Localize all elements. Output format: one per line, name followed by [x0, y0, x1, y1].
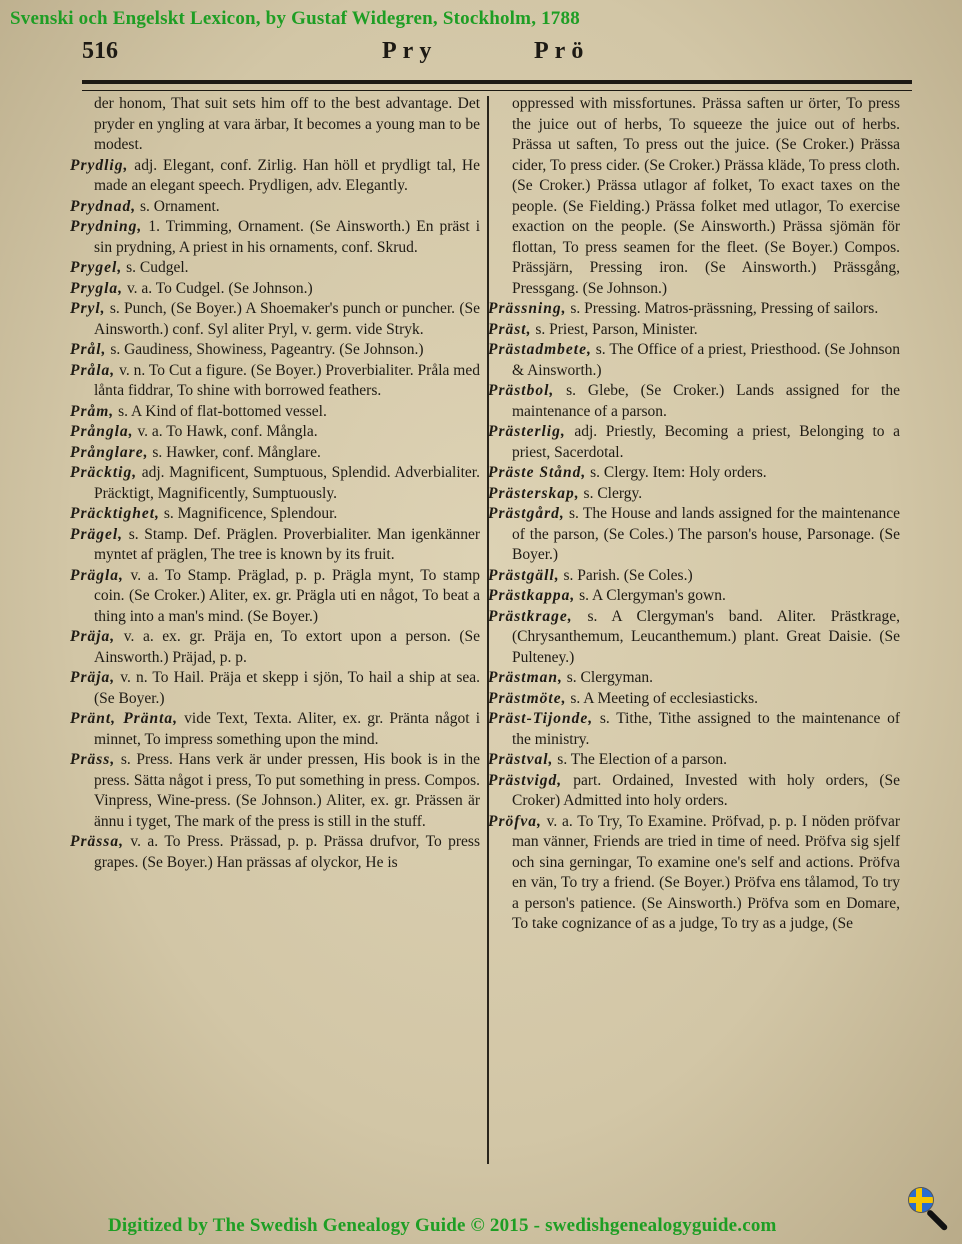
headword: Prånglare, — [70, 443, 149, 461]
dictionary-entry — [70, 525, 480, 566]
entry-text: s. Press. Hans verk är under pressen, His book is in the press. Sätta något i press, To put something in press. Compos. Vinpress, Wine-press. (Se Johnson.) Aliter, ex. gr. Prässen är ännu i tyget, The mark of the press is still in the stuff. — [94, 751, 480, 830]
dictionary-entry — [70, 504, 480, 525]
headword: Prydning, — [70, 218, 143, 235]
entry-text: v. n. To Hail. Präja et skepp i sjön, To hail a ship at sea. (Se Boyer.) — [94, 669, 480, 707]
headword: Präst, — [488, 320, 532, 338]
dictionary-entry — [70, 566, 480, 628]
dictionary-entry — [70, 156, 480, 197]
headword: Prästval, — [488, 751, 554, 768]
headword: Prygel, — [70, 259, 123, 276]
dictionary-entry — [70, 402, 480, 423]
headword: Präst-Tijonde, — [488, 710, 594, 727]
entry-text: s. Gaudiness, Showiness, Pageantry. (Se Johnson.) — [106, 341, 424, 358]
headword: Prångla, — [70, 423, 134, 440]
entry-text: adj. Magnificent, Sumptuous, Splendid. Adverbialiter. Präcktigt, Magnificently, Sumptuously. — [94, 464, 480, 502]
dictionary-entry — [488, 709, 900, 750]
entry-text: vide Text, Texta. Aliter, ex. gr. Präntа något i minnet, To impress something upon the mind. — [94, 710, 480, 748]
headword: Prästvigd, — [488, 771, 563, 789]
headword: Präss, — [70, 751, 116, 768]
entry-text: s. The Office of a priest, Priesthood. (Se Johnson & Ainsworth.) — [512, 341, 900, 379]
dictionary-entry — [488, 422, 900, 463]
entry-text: s. Magnificence, Splendour. — [159, 505, 338, 522]
dictionary-entry — [70, 443, 480, 464]
entry-text: s. Clergy. Item: Holy orders. — [586, 464, 767, 481]
guide-word-left: Pry — [382, 38, 438, 64]
dictionary-entry — [70, 422, 480, 443]
entry-text: s. Hawker, conf. Månglare. — [148, 443, 321, 461]
dictionary-entry — [70, 279, 480, 300]
entry-text: s. Cudgel. — [122, 259, 189, 276]
dictionary-entry — [488, 607, 900, 669]
page-number: 516 — [82, 38, 118, 64]
headword: Prästmöte, — [488, 689, 567, 707]
headword: Prästbol, — [488, 382, 555, 399]
headword: Prästgård, — [488, 505, 565, 522]
guide-word-right: Prö — [534, 38, 590, 64]
entry-text: v. a. To Press. Prässad, p. p. Prässa drufvor, To press grapes. (Se Boyer.) Han prässas af olyckor, He is — [94, 833, 480, 871]
entry-text: part. Ordained, Invested with holy orders, (Se Croker) Admitted into holy orders. — [512, 771, 900, 809]
entry-text: adj. Elegant, conf. Zirlig. Han höll et prydligt tal, He made an elegant speech. Prydligen, adv. Elegantly. — [94, 156, 480, 194]
entry-text: adj. Priestly, Becoming a priest, Belonging to a priest, Sacerdotal. — [512, 423, 900, 461]
dictionary-entry — [70, 668, 480, 709]
dictionary-entry — [70, 299, 480, 340]
entry-continuation — [70, 94, 480, 156]
entry-text: der honom, That suit sets him off to the best advantage. Det pryder en yngling at vara ärbar, It becomes a young man to be modest. — [94, 95, 480, 153]
headword: Präcktighet, — [70, 505, 160, 522]
dictionary-entry — [70, 463, 480, 504]
dictionary-entry — [488, 771, 900, 812]
top-banner: Svenski och Engelskt Lexicon, by Gustaf Widegren, Stockholm, 1788 — [10, 8, 580, 29]
entry-text: v. a. To Stamp. Präglad, p. p. Prägla mynt, To stamp coin. (Se Croker.) Aliter, ex. gr. Prägla uti en något, To beat a thing into a man's mind. (Se Boyer.) — [94, 566, 480, 625]
entry-text: oppressed with missfortunes. Prässa saften ur örter, To press the juice out of herbs, To squeeze the juice out of herbs. Prässa ut saften, To press out the juice. (Se Croker.) Prässa cider, To press cider. (Se Croker.) Prässa kläde, To press cloth. (Se Croker.) Prässa utlagor af folket, To exact taxes on the people. (Se Fielding.) Prässa folket med utlagor, To exercise exaction on the people. (Se Ainsworth.) Prässa sjömän för flottan, To press seamen for the fleet. (Se Boyer.) Compos. Prässjärn, Pressing iron. (Se Ainsworth.) Prässgång, Pressgang. (Se Johnson.) — [512, 95, 900, 297]
entry-text: s. A Meeting of ecclesiasticks. — [566, 689, 759, 707]
header-rule — [82, 80, 912, 91]
entry-text: s. Stamp. Def. Präglen. Proverbialiter. Man igenkänner myntet af präglen, The tree is known by its fruit. — [94, 525, 480, 563]
headword: Prässning, — [488, 300, 567, 317]
dictionary-entry — [70, 627, 480, 668]
right-column — [488, 94, 900, 935]
headword: Prästkappa, — [488, 587, 576, 604]
dictionary-entry — [488, 504, 900, 566]
swedish-flag-icon — [909, 1188, 933, 1212]
entry-text: v. a. To Try, To Examine. Pröfvad, p. p. I nöden pröfvar man vänner, Friends are tried in time of need. Pröfva sig sjelf och sina gerningar, To examine one's self and actions. Pröfva en vän, To try a friend. (Se Boyer.) Pröfva ens tålamod, To try a person's patience. (Se Ainsworth.) Pröfva som en Domare, To take cognizance of as a judge, To try as a judge, (Se — [512, 812, 900, 932]
headword: Präja, — [70, 669, 116, 686]
headword: Pränt, Präntа, — [70, 710, 178, 727]
headword: Präcktig, — [70, 464, 138, 481]
headword: Pryl, — [70, 300, 106, 317]
headword: Prydnad, — [70, 197, 137, 215]
headword: Prästerlig, — [488, 423, 566, 440]
headword: Prål, — [70, 341, 107, 358]
entry-continuation — [488, 94, 900, 299]
entry-text: v. a. To Hawk, conf. Mångla. — [133, 423, 318, 440]
dictionary-entry — [488, 668, 900, 689]
page-header — [82, 36, 902, 76]
headword: Pråm, — [70, 402, 115, 420]
entry-text: s. Clergyman. — [562, 669, 654, 686]
headword: Prässa, — [70, 833, 124, 850]
dictionary-entry — [70, 709, 480, 750]
dictionary-entry — [70, 258, 480, 279]
entry-text: s. Glebe, (Se Croker.) Lands assigned for the maintenance of a parson. — [512, 382, 900, 420]
entry-text: s. The House and lands assigned for the maintenance of the parson, (Se Coles.) The parson's house, Parsonage. (Se Boyer.) — [512, 505, 900, 563]
dictionary-entry — [488, 566, 900, 587]
entry-text: s. Punch, (Se Boyer.) A Shoemaker's punch or puncher. (Se Ainsworth.) conf. Syl aliter Pryl, v. germ. vide Stryk. — [94, 300, 480, 338]
headword: Prygla, — [70, 279, 124, 297]
dictionary-entry — [488, 812, 900, 935]
entry-text: 1. Trimming, Ornament. (Se Ainsworth.) En präst i sin prydning, A priest in his ornaments, conf. Skrud. — [94, 218, 480, 256]
dictionary-entry — [488, 320, 900, 341]
entry-text: s. Clergy. — [579, 484, 643, 502]
dictionary-entry — [488, 340, 900, 381]
headword: Pröfva, — [488, 812, 542, 830]
dictionary-entry — [70, 217, 480, 258]
headword: Präste Stånd, — [488, 464, 587, 481]
entry-text: v. a. To Cudgel. (Se Johnson.) — [123, 279, 313, 297]
dictionary-entry — [70, 197, 480, 218]
entry-text: s. The Election of a parson. — [553, 751, 728, 768]
dictionary-entry — [488, 689, 900, 710]
headword: Prästerskap, — [488, 484, 580, 502]
dictionary-entry — [70, 340, 480, 361]
headword: Prägla, — [70, 566, 124, 584]
headword: Prästadmbete, — [488, 341, 592, 358]
entry-text: s. A Kind of flat-bottomed vessel. — [114, 402, 327, 420]
entry-text: s. Ornament. — [136, 197, 220, 215]
headword: Prästgäll, — [488, 566, 560, 584]
headword: Prästkrage, — [488, 607, 573, 625]
entry-text: v. a. ex. gr. Präja en, To extort upon a person. (Se Ainsworth.) Präjad, p. p. — [94, 628, 480, 666]
dictionary-entry — [488, 299, 900, 320]
headword: Prästman, — [488, 669, 563, 686]
entry-text: s. Tithe, Tithe assigned to the maintenance of the ministry. — [512, 710, 900, 748]
dictionary-entry — [70, 750, 480, 832]
dictionary-entry — [70, 832, 480, 873]
left-column — [70, 94, 480, 873]
entry-text: s. A Clergyman's band. Aliter. Prästkrage, (Chrysanthemum, Leucanthemum.) plant. Great Daisie. (Se Pulteney.) — [512, 607, 900, 666]
headword: Prägel, — [70, 525, 124, 543]
entry-text: v. n. To Cut a figure. (Se Boyer.) Proverbialiter. Pråla med lånta fiddrar, To shine with borrowed feathers. — [94, 361, 480, 399]
bottom-banner: Digitized by The Swedish Genealogy Guide © 2015 - swedishgenealogyguide.com — [108, 1215, 777, 1236]
dictionary-entry — [488, 586, 900, 607]
entry-text: s. Parish. (Se Coles.) — [559, 566, 693, 584]
dictionary-entry — [488, 381, 900, 422]
dictionary-entry — [70, 361, 480, 402]
entry-text: s. Pressing. Matros-prässning, Pressing of sailors. — [566, 300, 879, 317]
headword: Prydlig, — [70, 156, 129, 174]
headword: Pråla, — [70, 361, 116, 379]
entry-text: s. A Clergyman's gown. — [575, 587, 726, 604]
entry-text: s. Priest, Parson, Minister. — [531, 320, 698, 338]
dictionary-entry — [488, 484, 900, 505]
headword: Präja, — [70, 628, 116, 645]
dictionary-entry — [488, 463, 900, 484]
dictionary-entry — [488, 750, 900, 771]
